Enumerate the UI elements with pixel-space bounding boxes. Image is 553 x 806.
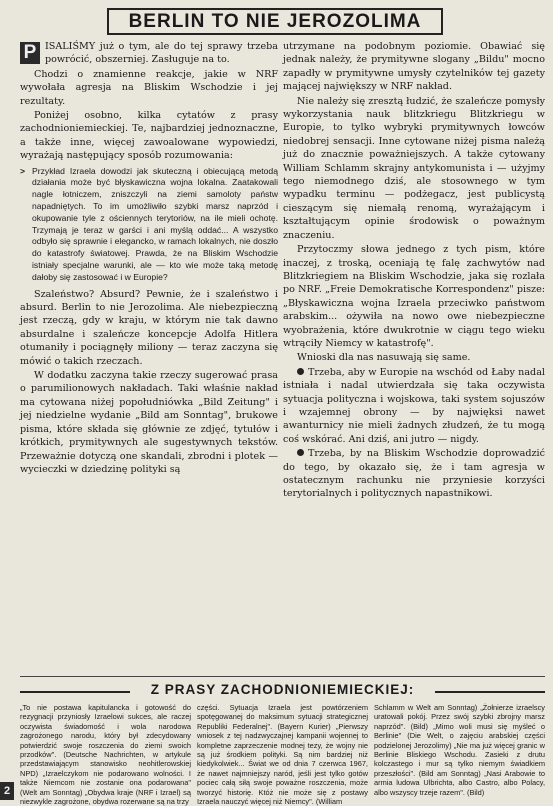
paragraph-11-text: Trzeba, by na Bliskim Wschodzie doprowadzić do tego, by okazało się, że i tam agresja w ostatecznym rachunku nie przyniesie korzyści terytorialnych i politycznych napastnikowi.: [283, 448, 545, 500]
drop-cap: P: [20, 42, 40, 64]
press-quotes-column-2: [197, 703, 368, 806]
paragraph-1-text: ISALIŚMY już o tym, ale do tej sprawy trzeba powrócić, obszerniej. Zasługuje na to.: [45, 41, 278, 66]
bullet-icon: [297, 368, 304, 375]
quote-marker: >: [20, 165, 26, 176]
paragraph-9: Wnioski dla nas nasuwają się same.: [297, 352, 471, 364]
bullet-icon: [297, 449, 304, 456]
paragraph-10: [283, 366, 545, 446]
paragraph-7: Nie należy się zresztą łudzić, że szaleńcze pomysły wykorzystania nauk blitzkriegu Blitzkriegu w Europie, to tylko wybryki prymitywnych łowców niedobrej sensacji. Inne cytowane niżej pisma należą już do znacznie poważniejszych. A także cytowany William Schlamm skrajny antykomunista i — użyjmy tego niemodnego dziś, ale stosownego w tym wypadku terminu — podżegacz, jest publicystą cieszącym się niemałą renomą, wyrażającym i kształtującym opinie środowisk o poważnym znaczeniu.: [283, 95, 545, 241]
press-quotes-column-3: [374, 703, 545, 799]
article-right-column: [283, 40, 545, 502]
paragraph-3: Poniżej osobno, kilka cytatów z prasy zachodnioniemieckiej. Te, najbardziej jednoznaczne, a także inne, więcej zawoalowane wypowiedzi, wyrażają następujący sposób rozumowania:: [20, 110, 278, 162]
section-divider: [20, 676, 545, 677]
paragraph-4: Szaleństwo? Absurd? Pewnie, że i szaleństwo i absurd. Berlin to nie Jerozolima. Ale niebezpieczną jest rzeczą, gdy w kraju, w którym nie tak dawno absurdalne i szaleńcze koncepcje Adolfa Hitlera otumaniły i pociągnęły miliony — teraz zaczyna się mówić o takich rzeczach.: [20, 288, 278, 367]
pull-quote: [20, 166, 278, 284]
press-quotes-heading: Z PRASY ZACHODNIONIEMIECKIEJ:: [20, 682, 545, 702]
paragraph-8: Przytoczmy słowa jednego z tych pism, które inaczej, z troską, oceniają tę falę zachwytów nad Blitzkriegiem na Bliskim Wschodzie, jaka się rozlała po NRF. „Freie Demokratische Korrespondenz" pisze: „Błyskawiczna wojna Izraela przeciwko państwom arabskim... ożywiła na nowo owe niebezpieczne wyobrażenia, które dwukrotnie w ciągu tego wieku wtrąciły Niemcy w katastrofę".: [283, 244, 545, 349]
press-quotes-column-1: [20, 703, 191, 806]
paragraph-6: utrzymane na podobnym poziomie. Obawiać się jednak należy, że prymitywne slogany „Bildu" mocno zapadły w prymitywne umysły czytelników tej gazety mającej największy w NRF nakład.: [283, 41, 545, 93]
page-number: 2: [0, 782, 14, 800]
headline: BERLIN TO NIE JEROZOLIMA: [107, 8, 443, 35]
paragraph-11: [283, 447, 545, 501]
press-quotes-text-2: części. Sytuacja Izraela jest powtórzeniem spotęgowanej do maksimum sytuacji strategicznej Republiki Federalnej". (Bayern Kurier) „Pierwszy wniosek z tej nadzwyczajnej kampanii wojennej to kompletne zaprzeczenie modnej tezy, że wojny nie są już środkiem polityki. Są nim bardziej niż kiedykolwiek... Świat we od dnia 7 czerwca 1967, że nawet najmniejszy naród, jeśli jest tylko gotów pociec całą siłą swoje poważne roszczenia, może tworzyć historię. Któż nie może się z postawy Izraela nauczyć więcej niż Niemcy". (William: [197, 703, 368, 806]
press-quotes-text-3: Schlamm w Welt am Sonntag) „Żołnierze izraelscy uratowali pokój. Przez swój szybki zbrojny marsz naprzód". (Bild) „Mimo woli musi się myśleć o Berlinie" (Die Welt, o zajęciu arabskiej części podzielonej Jerozolimy) „Nie ma już więcej granic w Berlinie Bliskiego Wschodu. Zasieki z drutu kolczastego i mur są tylko niemym świadkiem przeszłości". (Bild am Sonntag) „Nasi Arabowie to armia ludowa Ulbrichta, albo Castro, albo Polacy, albo wszyscy trzeje razem". (Bild): [374, 703, 545, 797]
pull-quote-text: Przykład Izraela dowodzi jak skuteczną i obiecującą metodą działania może być błyskawiczna wojna lokalna. Zaatakowali nagle łotniczem, zniszczyli na ziemi samoloty państw napadniętych. To im umożliwiło szybki marsz naprzód i okupowanie tyle z ościennych terytoriów, na ile mieli ochotę. Trzymają je teraz w garści i ani myślą oddać... A wszystko odbyło się sprawnie i elegancko, w ramach lokalnych, nie doszło do katastrofy światowej. Prawda, że na Bliskim Wschodzie istniały specjalne warunki, ale — kto wie może taką metodę dałoby się zastosować i w Europie?: [32, 165, 278, 282]
paragraph-5: W dodatku zaczyna takie rzeczy sugerować prasa o parumilionowych nakładach. Taki właśnie nakład ma cytowana niżej popołudniówka „Bild Zeitung" i jej niedzielne wydanie „Bild am Sonntag", brukowe pisma, które składa się głównie ze zdjęć, tytułów i krótkich, prymitywnych ale sugestywnych tekstów. Przeważnie dotyczą one skandali, zbrodni i plotek — wycieczki w dziedzinę polityki są: [20, 370, 278, 475]
paragraph-1: [20, 40, 278, 67]
press-quotes-box: [20, 703, 545, 806]
press-quotes-text-1: „To nie postawa kapitulancka i gotowość do rezygnacji przyniosły Izraelowi sukces, ale raczej oczywista świadomość i wola narodowa zagrożonego narodu, który był zdecydowany potwierdzić swoje roszczenia do ziemi swoich przodków". (Deutsche Nachrichten, w artykule przedstawiającym stanowisko neohitlerowskiej NPD) „Izraelczykom nie podarowano wolności. I także Niemcom nie zostanie ona podarowana" (Welt am Sonntag) „Obydwa kraje (NRF i Izrael) są niezwykle zagrożone, obydwa rozerwane są na trzy: [20, 703, 191, 806]
article-left-column: [20, 40, 278, 477]
paragraph-2: Chodzi o znamienne reakcje, jakie w NRF wywołała agresja na Bliskim Wschodzie i jej rezultaty.: [20, 68, 278, 107]
paragraph-10-text: Trzeba, aby w Europie na wschód od Łaby nadal istniała i nadal utwierdzała się taka oczywista sytuacja polityczna i wojskowa, taki system sojuszów i wzajemnej obrony — by najwięksi nawet awanturnicy nie mieli żadnych złudzeń, że tu mogą coś wskórać. Ani dziś, ani jutro — nigdy.: [283, 366, 545, 445]
